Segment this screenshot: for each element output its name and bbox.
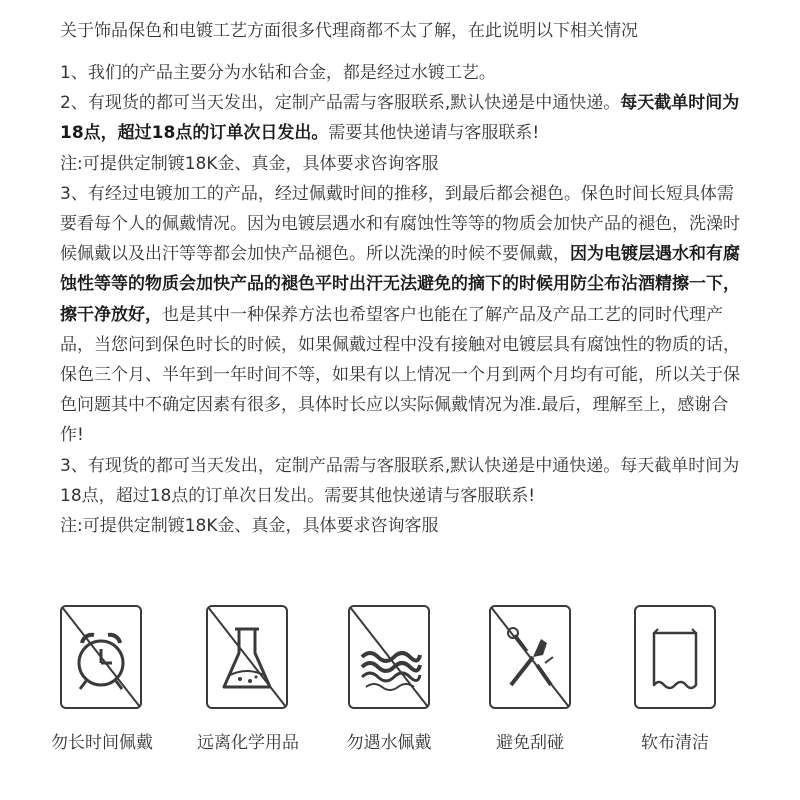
paragraph-3-tail-text: 也是其中一种保养方法也希望客户也能在了解产品及产品工艺的同时代理产品，当您问到保色时长的时候，如果佩戴过程中没有接触对电镀层具有腐蚀性的物质的话，保色三个月、半年到一年时间不等，如果有以上情况一个月到两个月均有可能，所以关于保色问题其中不确定因素有很多，具体时长应以实际佩戴情况为准.最后，理解至上，感谢合作! [60,304,740,446]
chemical-flask-icon [206,605,288,709]
cloth-icon [634,605,716,709]
page-title: 关于饰品保色和电镀工艺方面很多代理商都不太了解，在此说明以下相关情况 [60,21,638,41]
paragraph-3-text: 3、有经过电镀加工的产品，经过佩戴时间的推移，到最后都会褪色。保色时间长短具体需要看每个人的佩戴情况。因为电镀层遇水和有腐蚀性等等的物质会加快产品的褪色，洗澡时候佩戴以及出汗等等都会加快产品褪色。所以洗澡的时候不要佩戴， [60,183,740,265]
alarm-clock-icon [60,605,142,709]
care-label: 软布清洁 [641,733,709,753]
care-item-avoid-chemicals [197,605,297,753]
care-item-avoid-scratch [480,605,580,753]
paragraph-2-text: 2、有现货的都可当天发出，定制产品需与客服联系,默认快递是中通快递。 [60,93,621,114]
paragraph-2-bold-text: 每天截单时间为18点，超过18点的订单次日发出。 [60,93,740,144]
paragraph-1-text: 1、我们的产品主要分为水钻和合金，都是经过水镀工艺。 [60,63,496,83]
notice-text-block [60,14,750,541]
care-item-no-water [339,605,439,753]
tools-icon [489,605,571,709]
care-label: 远离化学用品 [197,733,299,753]
paragraph-2 [60,88,750,148]
care-label: 勿长时间佩戴 [51,733,153,753]
care-icons-row [51,605,740,765]
paragraph-4: 3、有现货的都可当天发出，定制产品需与客服联系,默认快递是中通快递。每天截单时间为18点，超过18点的订单次日发出。需要其他快递请与客服联系! [60,455,740,506]
paragraph-1 [60,58,750,88]
care-item-soft-cloth [625,605,725,753]
paragraph-4-note: 注:可提供定制镀18K金、真金，具体要求咨询客服 [60,516,439,537]
paragraph-2-note: 注:可提供定制镀18K金、真金，具体要求咨询客服 [60,153,439,174]
water-waves-icon [348,605,430,709]
paragraph-3-bold-text: 因为电镀层遇水和有腐蚀性等等的物质会加快产品的褪色平时出汗无法避免的摘下的时候用防尘布沾酒精擦一下，擦干净放好， [60,244,740,325]
care-label: 勿遇水佩戴 [346,733,432,753]
paragraph-3 [60,179,750,451]
care-item-no-long-wear [51,605,151,753]
care-label: 避免刮碰 [496,733,564,753]
paragraph-2-tail-text: 需要其他快递请与客服联系! [328,123,540,144]
